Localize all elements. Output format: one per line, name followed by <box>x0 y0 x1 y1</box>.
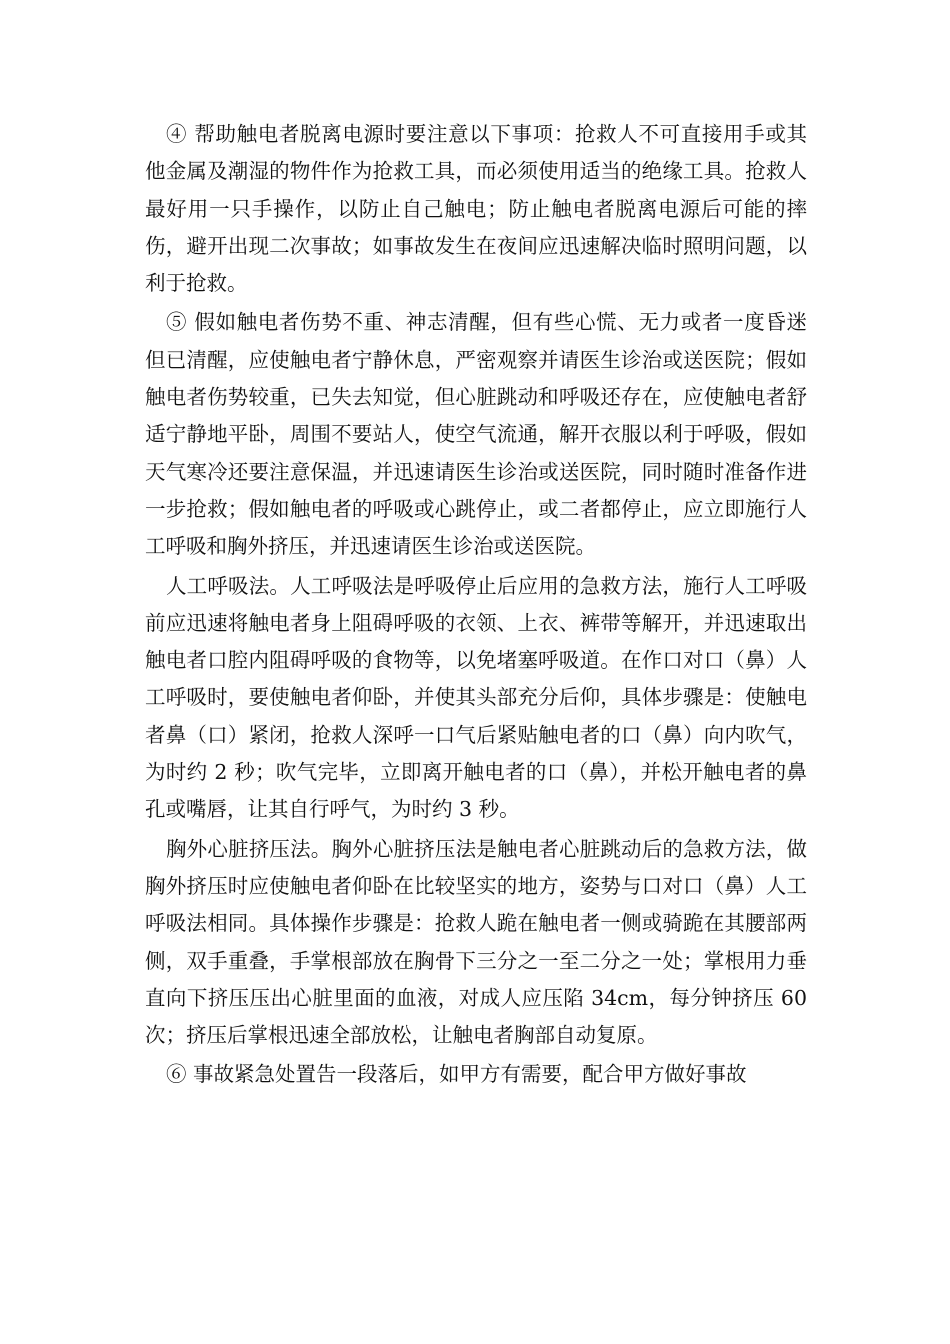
document-body <box>145 116 807 1096</box>
paragraph-chest-compression: 胸外心脏挤压法。胸外心脏挤压法是触电者心脏跳动后的急救方法，做胸外挤压时应使触电者仰卧在比较坚实的地方，姿势与口对口（鼻）人工呼吸法相同。具体操作步骤是：抢救人跪在触电者一侧或骑跪在其腰部两侧，双手重叠，手掌根部放在胸骨下三分之一至二分之一处；掌根用力垂直向下挤压压出心脏里面的血液，对成人应压陷 34cm，每分钟挤压 60 次；挤压后掌根迅速全部放松，让触电者胸部自动复原。 <box>145 836 807 1048</box>
paragraph-step-6: ⑥ 事故紧急处置告一段落后，如甲方有需要，配合甲方做好事故 <box>166 1062 747 1087</box>
paragraph-artificial-respiration: 人工呼吸法。人工呼吸法是呼吸停止后应用的急救方法，施行人工呼吸前应迅速将触电者身上阻碍呼吸的衣领、上衣、裤带等解开，并迅速取出触电者口腔内阻碍呼吸的食物等，以免堵塞呼吸道。在作口对口（鼻）人工呼吸时，要使触电者仰卧，并使其头部充分后仰，具体步骤是：使触电者鼻（口）紧闭，抢救人深呼一口气后紧贴触电者的口（鼻）向内吹气，为时约 2 秒；吹气完毕，立即离开触电者的口（鼻），并松开触电者的鼻孔或嘴唇，让其自行呼气，为时约 3 秒。 <box>145 573 807 822</box>
paragraph-step-5: ⑤ 假如触电者伤势不重、神志清醒，但有些心慌、无力或者一度昏迷但已清醒，应使触电者宁静休息，严密观察并请医生诊治或送医院；假如触电者伤势较重，已失去知觉，但心脏跳动和呼吸还存在，应使触电者舒适宁静地平卧，周围不要站人，使空气流通，解开衣服以利于呼吸，假如天气寒冷还要注意保温，并迅速请医生诊治或送医院，同时随时准备作进一步抢救；假如触电者的呼吸或心跳停止，或二者都停止，应立即施行人工呼吸和胸外挤压，并迅速请医生诊治或送医院。 <box>145 310 807 559</box>
paragraph-step-4: ④ 帮助触电者脱离电源时要注意以下事项：抢救人不可直接用手或其他金属及潮湿的物件作为抢救工具，而必须使用适当的绝缘工具。抢救人最好用一只手操作，以防止自己触电；防止触电者脱离电源后可能的摔伤，避开出现二次事故；如事故发生在夜间应迅速解决临时照明问题，以利于抢救。 <box>145 122 807 296</box>
